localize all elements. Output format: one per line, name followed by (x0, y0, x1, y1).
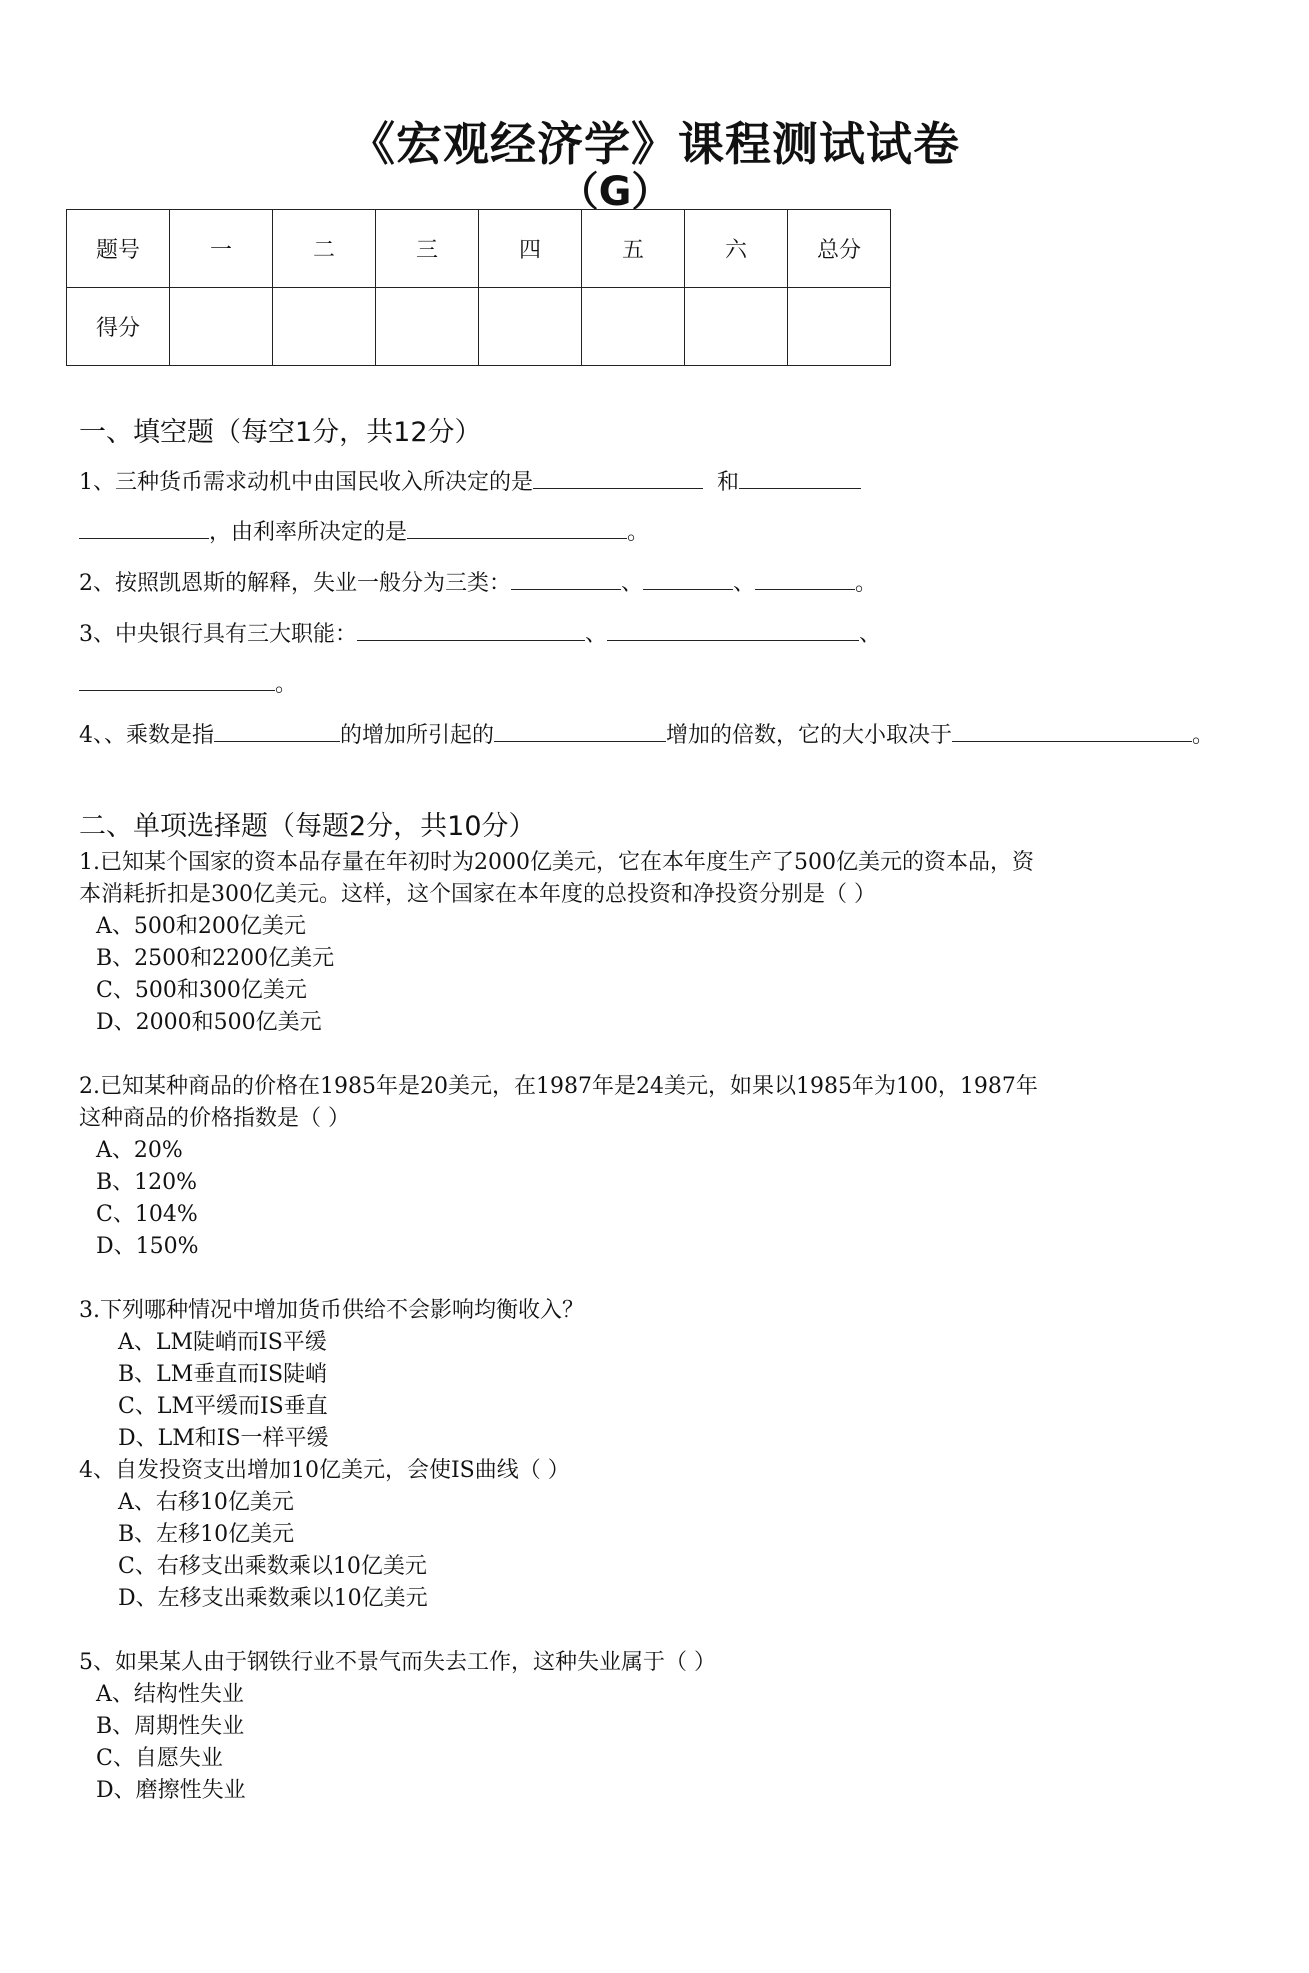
answer-blank[interactable] (739, 466, 861, 489)
choice-option[interactable]: B、LM垂直而IS陡峭 (118, 1362, 328, 1387)
separator: 。 (855, 571, 878, 596)
section1-title: 一、填空题（每空1分，共12分） (79, 417, 482, 448)
choice-option[interactable]: B、120% (96, 1170, 198, 1195)
answer-blank[interactable] (607, 618, 859, 641)
question-text: 3、中央银行具有三大职能： (79, 622, 357, 647)
score-row-label: 得分 (67, 288, 170, 366)
score-table (66, 209, 891, 366)
separator: 。 (1192, 723, 1215, 748)
question-text: ，由利率所决定的是 (209, 520, 408, 545)
choice-question-1-line1: 1.已知某个国家的资本品存量在年初时为2000亿美元，它在本年度生产了500亿美元的资本品，资 (79, 850, 1034, 875)
fill-question-2 (79, 566, 877, 597)
separator: 、 (621, 571, 644, 596)
answer-blank[interactable] (214, 719, 340, 742)
score-table-cell: 题号 (67, 210, 170, 288)
score-table-header-row (67, 210, 891, 288)
fill-question-3-line1 (79, 617, 881, 648)
choice-option[interactable]: D、LM和IS一样平缓 (118, 1426, 329, 1451)
choice-option[interactable]: A、20% (96, 1138, 183, 1163)
score-cell[interactable] (479, 288, 582, 366)
question-text: 2、按照凯恩斯的解释，失业一般分为三类： (79, 571, 511, 596)
choice-question-2-line1: 2.已知某种商品的价格在1985年是20美元，在1987年是24美元，如果以1985年为100，1987年 (79, 1074, 1038, 1099)
answer-blank[interactable] (511, 567, 621, 590)
fill-question-1-line2 (79, 515, 649, 546)
choice-option[interactable]: C、104% (96, 1202, 198, 1227)
section2-title: 二、单项选择题（每题2分，共10分） (79, 811, 536, 842)
choice-option[interactable]: C、自愿失业 (96, 1746, 223, 1771)
choice-question-1-line2: 本消耗折扣是300亿美元。这样，这个国家在本年度的总投资和净投资分别是（ ） (79, 882, 876, 907)
score-table-score-row (67, 288, 891, 366)
choice-question-5: 5、如果某人由于钢铁行业不景气而失去工作，这种失业属于（ ） (79, 1650, 716, 1675)
choice-option[interactable]: C、500和300亿美元 (96, 978, 307, 1003)
choice-option[interactable]: D、2000和500亿美元 (96, 1010, 322, 1035)
separator: 、 (733, 571, 756, 596)
answer-blank[interactable] (533, 466, 703, 489)
fill-question-3-line2 (79, 667, 297, 698)
answer-blank[interactable] (755, 567, 855, 590)
choice-option[interactable]: C、右移支出乘数乘以10亿美元 (118, 1554, 427, 1579)
question-text: 1、三种货币需求动机中由国民收入所决定的是 (79, 470, 533, 495)
separator: 、 (585, 622, 608, 647)
question-text: 。 (627, 520, 650, 545)
score-table-cell: 二 (273, 210, 376, 288)
separator: 、 (859, 622, 882, 647)
score-cell[interactable] (582, 288, 685, 366)
choice-question-3: 3.下列哪种情况中增加货币供给不会影响均衡收入？ (79, 1298, 584, 1323)
score-table-cell: 一 (170, 210, 273, 288)
choice-question-2-line2: 这种商品的价格指数是（ ） (79, 1106, 350, 1131)
question-text: 增加的倍数，它的大小取决于 (666, 723, 953, 748)
choice-option[interactable]: A、右移10亿美元 (118, 1490, 294, 1515)
answer-blank[interactable] (407, 516, 627, 539)
score-cell[interactable] (170, 288, 273, 366)
choice-option[interactable]: D、150% (96, 1234, 199, 1259)
question-text: 4、、乘数是指 (79, 723, 214, 748)
score-table-cell: 五 (582, 210, 685, 288)
choice-question-4: 4、自发投资支出增加10亿美元，会使IS曲线（ ） (79, 1458, 570, 1483)
exam-title: 《宏观经济学》课程测试试卷 (349, 117, 960, 171)
choice-option[interactable]: B、2500和2200亿美元 (96, 946, 335, 971)
separator: 。 (275, 672, 298, 697)
score-table-cell: 总分 (788, 210, 891, 288)
score-table-cell: 四 (479, 210, 582, 288)
score-table-cell: 三 (376, 210, 479, 288)
choice-option[interactable]: B、左移10亿美元 (118, 1522, 295, 1547)
fill-question-1-line1 (79, 465, 861, 496)
question-text: 的增加所引起的 (340, 723, 495, 748)
choice-option[interactable]: B、周期性失业 (96, 1714, 245, 1739)
answer-blank[interactable] (79, 668, 275, 691)
answer-blank[interactable] (494, 719, 666, 742)
question-text: 和 (717, 470, 740, 495)
choice-option[interactable]: C、LM平缓而IS垂直 (118, 1394, 328, 1419)
fill-question-4 (79, 718, 1214, 749)
score-table-cell: 六 (685, 210, 788, 288)
choice-option[interactable]: A、LM陡峭而IS平缓 (118, 1330, 327, 1355)
score-cell[interactable] (273, 288, 376, 366)
choice-option[interactable]: A、结构性失业 (96, 1682, 244, 1707)
choice-option[interactable]: D、磨擦性失业 (96, 1778, 246, 1803)
score-cell[interactable] (685, 288, 788, 366)
answer-blank[interactable] (952, 719, 1192, 742)
score-cell[interactable] (376, 288, 479, 366)
answer-blank[interactable] (643, 567, 733, 590)
answer-blank[interactable] (357, 618, 585, 641)
answer-blank[interactable] (79, 516, 209, 539)
exam-version: （G） (558, 169, 672, 215)
score-cell[interactable] (788, 288, 891, 366)
choice-option[interactable]: D、左移支出乘数乘以10亿美元 (118, 1586, 428, 1611)
choice-option[interactable]: A、500和200亿美元 (96, 914, 306, 939)
